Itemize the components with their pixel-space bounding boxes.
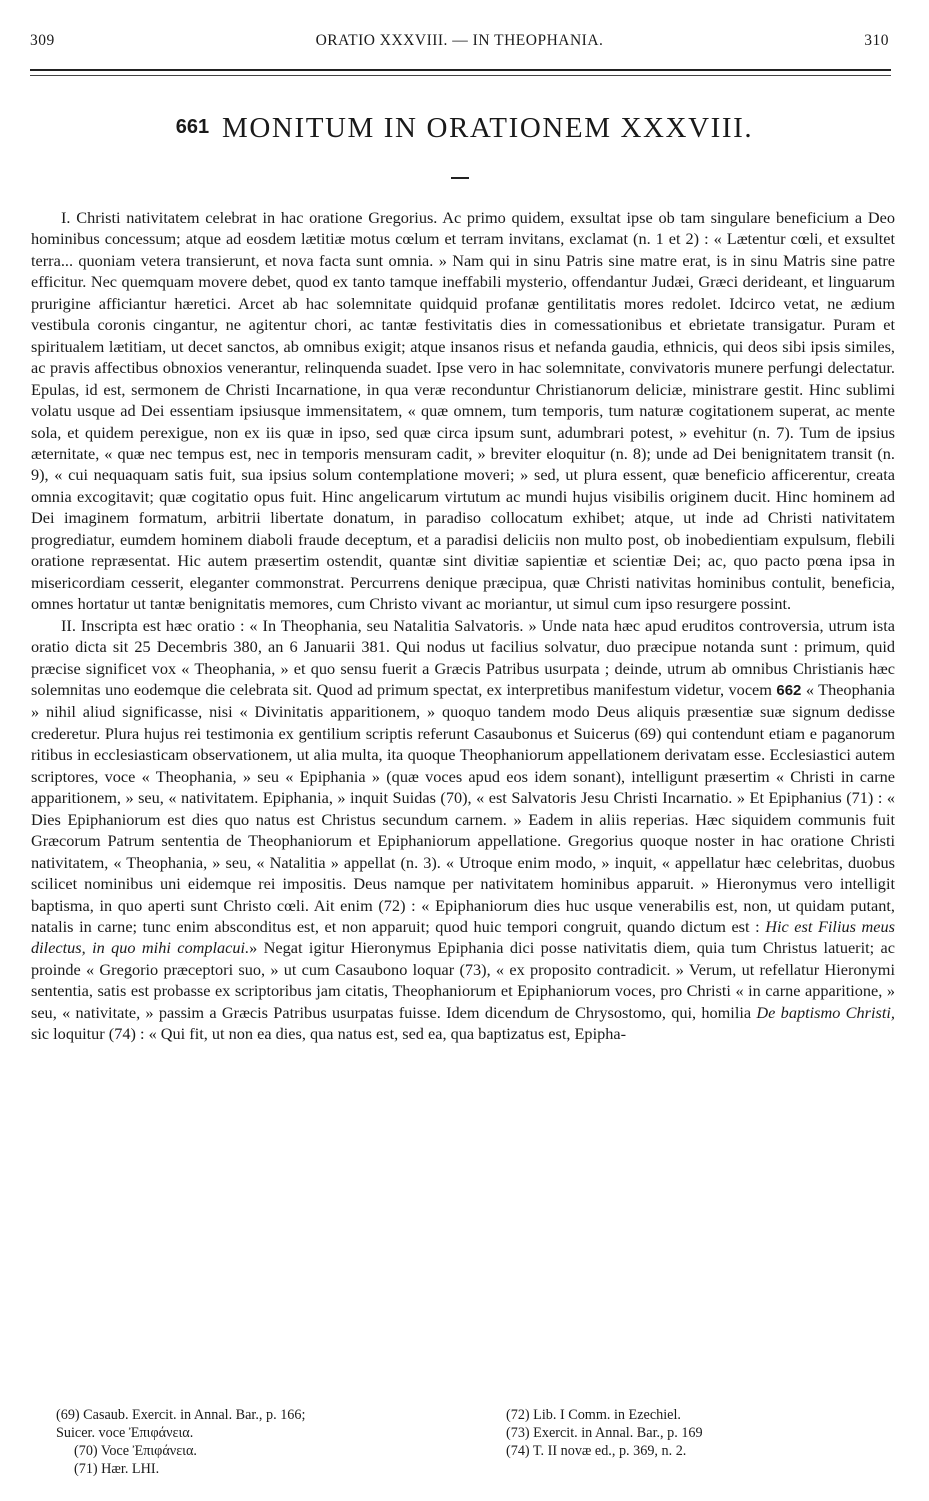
footnote: (74) T. II novæ ed., p. 369, n. 2.	[506, 1443, 687, 1459]
footnote: (72) Lib. I Comm. in Ezechiel.	[506, 1407, 681, 1423]
paragraph-2	[31, 615, 895, 1045]
inline-column-marker: 662	[776, 681, 802, 699]
running-title: ORATIO XXXVIII. — IN THEOPHANIA.	[315, 32, 604, 49]
page-number-right: 310	[864, 32, 889, 49]
header-rule-thin	[30, 75, 891, 76]
paragraph-2-text-b: « Theophania » nihil aliud significasse, nisi « Divinitatis apparitionem, » quoquo tandem modo Deus aliquis præsentiæ suæ signum dedisse crederetur. Plura hujus rei testimonia ex gentilium scriptis referunt Casaubonus et Suicerus (69) qui contendunt etiam e paganorum ritibus in ecclesiasticam observationem, ut alia multa, ita quoque Theophaniorum appellationem derivatam esse. Ecclesiastici autem scriptores, voce « Theophania, » seu « Epiphania » (quæ voces apud eos idem sonant), intelligunt præsertim « Christi in carne apparitionem, » seu, « nativitatem. Epiphania, » inquit Suidas (70), « est Salvatoris Jesu Christi Incarnatio. » Et Epiphanius (71) : « Dies Epiphaniorum est dies quo natus est Christus secundum carnem. » Eadem in aliis reperias. Hæc siquidem communis fuit Græcorum Patrum sententia de Theophaniorum et Epiphaniorum appellatione. Gregorius quoque noster in hac oratione Christi nativitatem, « Theophania, » seu, « Natalitia » appellat (n. 3). « Utroque enim modo, » inquit, « appellatur hæc celebritas, duobus scilicet nominibus uni eidemque rei impositis. Deus namque per nativitatem hominibus apparuit. » Hieronymus vero intelligit baptisma, in quo aperti sunt Christo cœli. Ait enim (72) : « Epiphaniorum dies huc usque venerabilis est, non, ut quidam putant, natalis in carne; tunc enim absconditus est, et non apparuit; quod huic tempori congruit, quando dictum est :	[31, 679, 895, 936]
title-dash-divider	[451, 177, 469, 179]
header-rule-thick	[30, 69, 891, 71]
running-header	[30, 32, 889, 54]
section-title-text: MONITUM IN ORATIONEM XXXVIII.	[221, 112, 754, 144]
footnotes-right-column	[506, 1406, 926, 1460]
column-marker: 661	[175, 116, 210, 138]
footnote: (73) Exercit. in Annal. Bar., p. 169	[506, 1425, 703, 1441]
footnote: (69) Casaub. Exercit. in Annal. Bar., p. 166;	[56, 1407, 306, 1423]
italic-title: De baptismo Christi,	[756, 1002, 895, 1022]
body-text	[31, 207, 895, 1045]
paragraph-2-text-c: » Negat igitur Hieronymus Epiphania dici posse nativitatis diem, quia tum Christus latuerit; ac proinde « Gregorio præceptori suo, » ut cum Casaubono loquar (73), « ex proposito contradicit. » Verum, ut refellatur Hieronymi sententia, satis est probasse ex scriptoribus jam citatis, Theophaniorum et Epiphaniorum voces, pro Christi « in carne apparitione, » seu, « nativitate, » passim a Græcis Patribus usurpatas fuisse. Idem dicendum de Chrysostomo, qui, homilia	[31, 938, 896, 1022]
italic-quote: Hic est Filius meus dilectus, in quo mihi complacui.	[31, 916, 895, 958]
footnote: (70) Voce Ἐπιφάνεια.	[74, 1443, 197, 1459]
footnotes-left-column	[56, 1406, 496, 1478]
footnote: Suicer. voce Ἐπιφάνεια.	[56, 1425, 194, 1441]
paragraph-2-text-a: II. Inscripta est hæc oratio : « In Theophania, seu Natalitia Salvatoris. » Unde nata hæc apud eruditos controversia, utrum ista oratio dicta sit 25 Decembris 380, an 6 Januarii 381. Qui nodus ut facilius solvatur, duo præcipue notanda sunt : primum, quid præcise significet vox « Theophania, » et quo sensu fuerit a Græcis Patribus usurpata ; deinde, utrum ab omnibus Christianis hæc solemnitas uno eodemque die celebrata sit. Quod ad primum spectat, ex interpretibus manifestum videtur, vocem	[31, 615, 895, 699]
footnote: (71) Hær. LHI.	[74, 1461, 160, 1477]
page-number-left: 309	[30, 32, 55, 49]
paragraph-2-text-d: sic loquitur (74) : « Qui fit, ut non ea dies, qua natus est, sed ea, qua baptizatus est, Epipha-	[31, 1024, 627, 1044]
paragraph-1: I. Christi nativitatem celebrat in hac oratione Gregorius. Ac primo quidem, exsultat ipse ob tam singulare beneficium a Deo hominibus concessum; atque ad eosdem lætitiæ motus cœlum et terram invitans, exclamat (n. 1 et 2) : « Lætentur cœli, et exsultet terra... quoniam vetera transierunt, et nova facta sunt omnia. » Nam qui in sinu Patris sine matre erat, is in sinu Matris sine patre efficitur. Nec quemquam movere debet, quod ex tanto tamque ineffabili mysterio, offendantur Judæi, Græci derideant, et linguarum prurigine afficiantur hæretici. Arcet ab hac solemnitate quidquid profanæ gentilitatis mores redolet. Idcirco vetat, ne ædium vestibula coronis cingantur, ne agitentur chori, ac tantæ festivitatis dies in comessationibus et ebrietate transigatur. Puram et spiritualem lætitiam, ut decet sanctos, ab omnibus exigit; atque insanos risus et nefanda gaudia, ethnicis, qui deos sibi ipsis similes, ac pravis affectibus obnoxios venerantur, relinquenda suadet. Ipse vero in hac solemnitate, convivatoris munere perfungi delectatur. Epulas, id est, sermonem de Christi Incarnatione, in qua veræ reconduntur Christianorum deliciæ, ministrare gestit. Hinc sublimi volatu usque ad Dei essentiam ipsiusque immensitatem, « quæ omnem, tum temporis, tum naturæ cogitationem superat, ac mente sola, et quidem perexigue, non ex iis quæ in ipso, sed quæ circa ipsum sunt, adumbrari potest, » evehitur (n. 7). Tum de ipsius æternitate, « quæ nec tempus est, nec in temporis mensuram cadit, » breviter eloquitur (n. 8); unde ad Dei benignitatem transit (n. 9), « cui nequaquam satis fuit, sua ipsius solum contemplatione moveri; » sed, ut plura essent, quæ beneficio afficerentur, creata omnia excogitavit; quæ cogitatio opus fuit. Hinc angelicarum virtutum ac mundi hujus visibilis originem ducit. Hinc hominem ad Dei imaginem formatum, arbitrii libertate donatum, in paradiso collocatum exhibet; atque, ut inde ad Christi nativitatem progrediatur, eumdem hominem diaboli fraude deceptum, et a paradisi deliciis non multo post, ob inobedientiam expulsum, flebili oratione repræsentat. Hic autem præsertim ostendit, quantæ sint divitiæ sapientiæ et scientiæ Dei; ac, quo pacto pœna ipsa in misericordiam cesserit, eleganter commonstrat. Percurrens denique præcipua, quæ Christi nativitas hominibus contulit, beneficia, omnes hortatur ut tantæ benignitatis memores, cum Christo vivant ac moriantur, ut simul cum ipso resurgere possint.	[31, 208, 895, 614]
section-title	[0, 112, 929, 145]
